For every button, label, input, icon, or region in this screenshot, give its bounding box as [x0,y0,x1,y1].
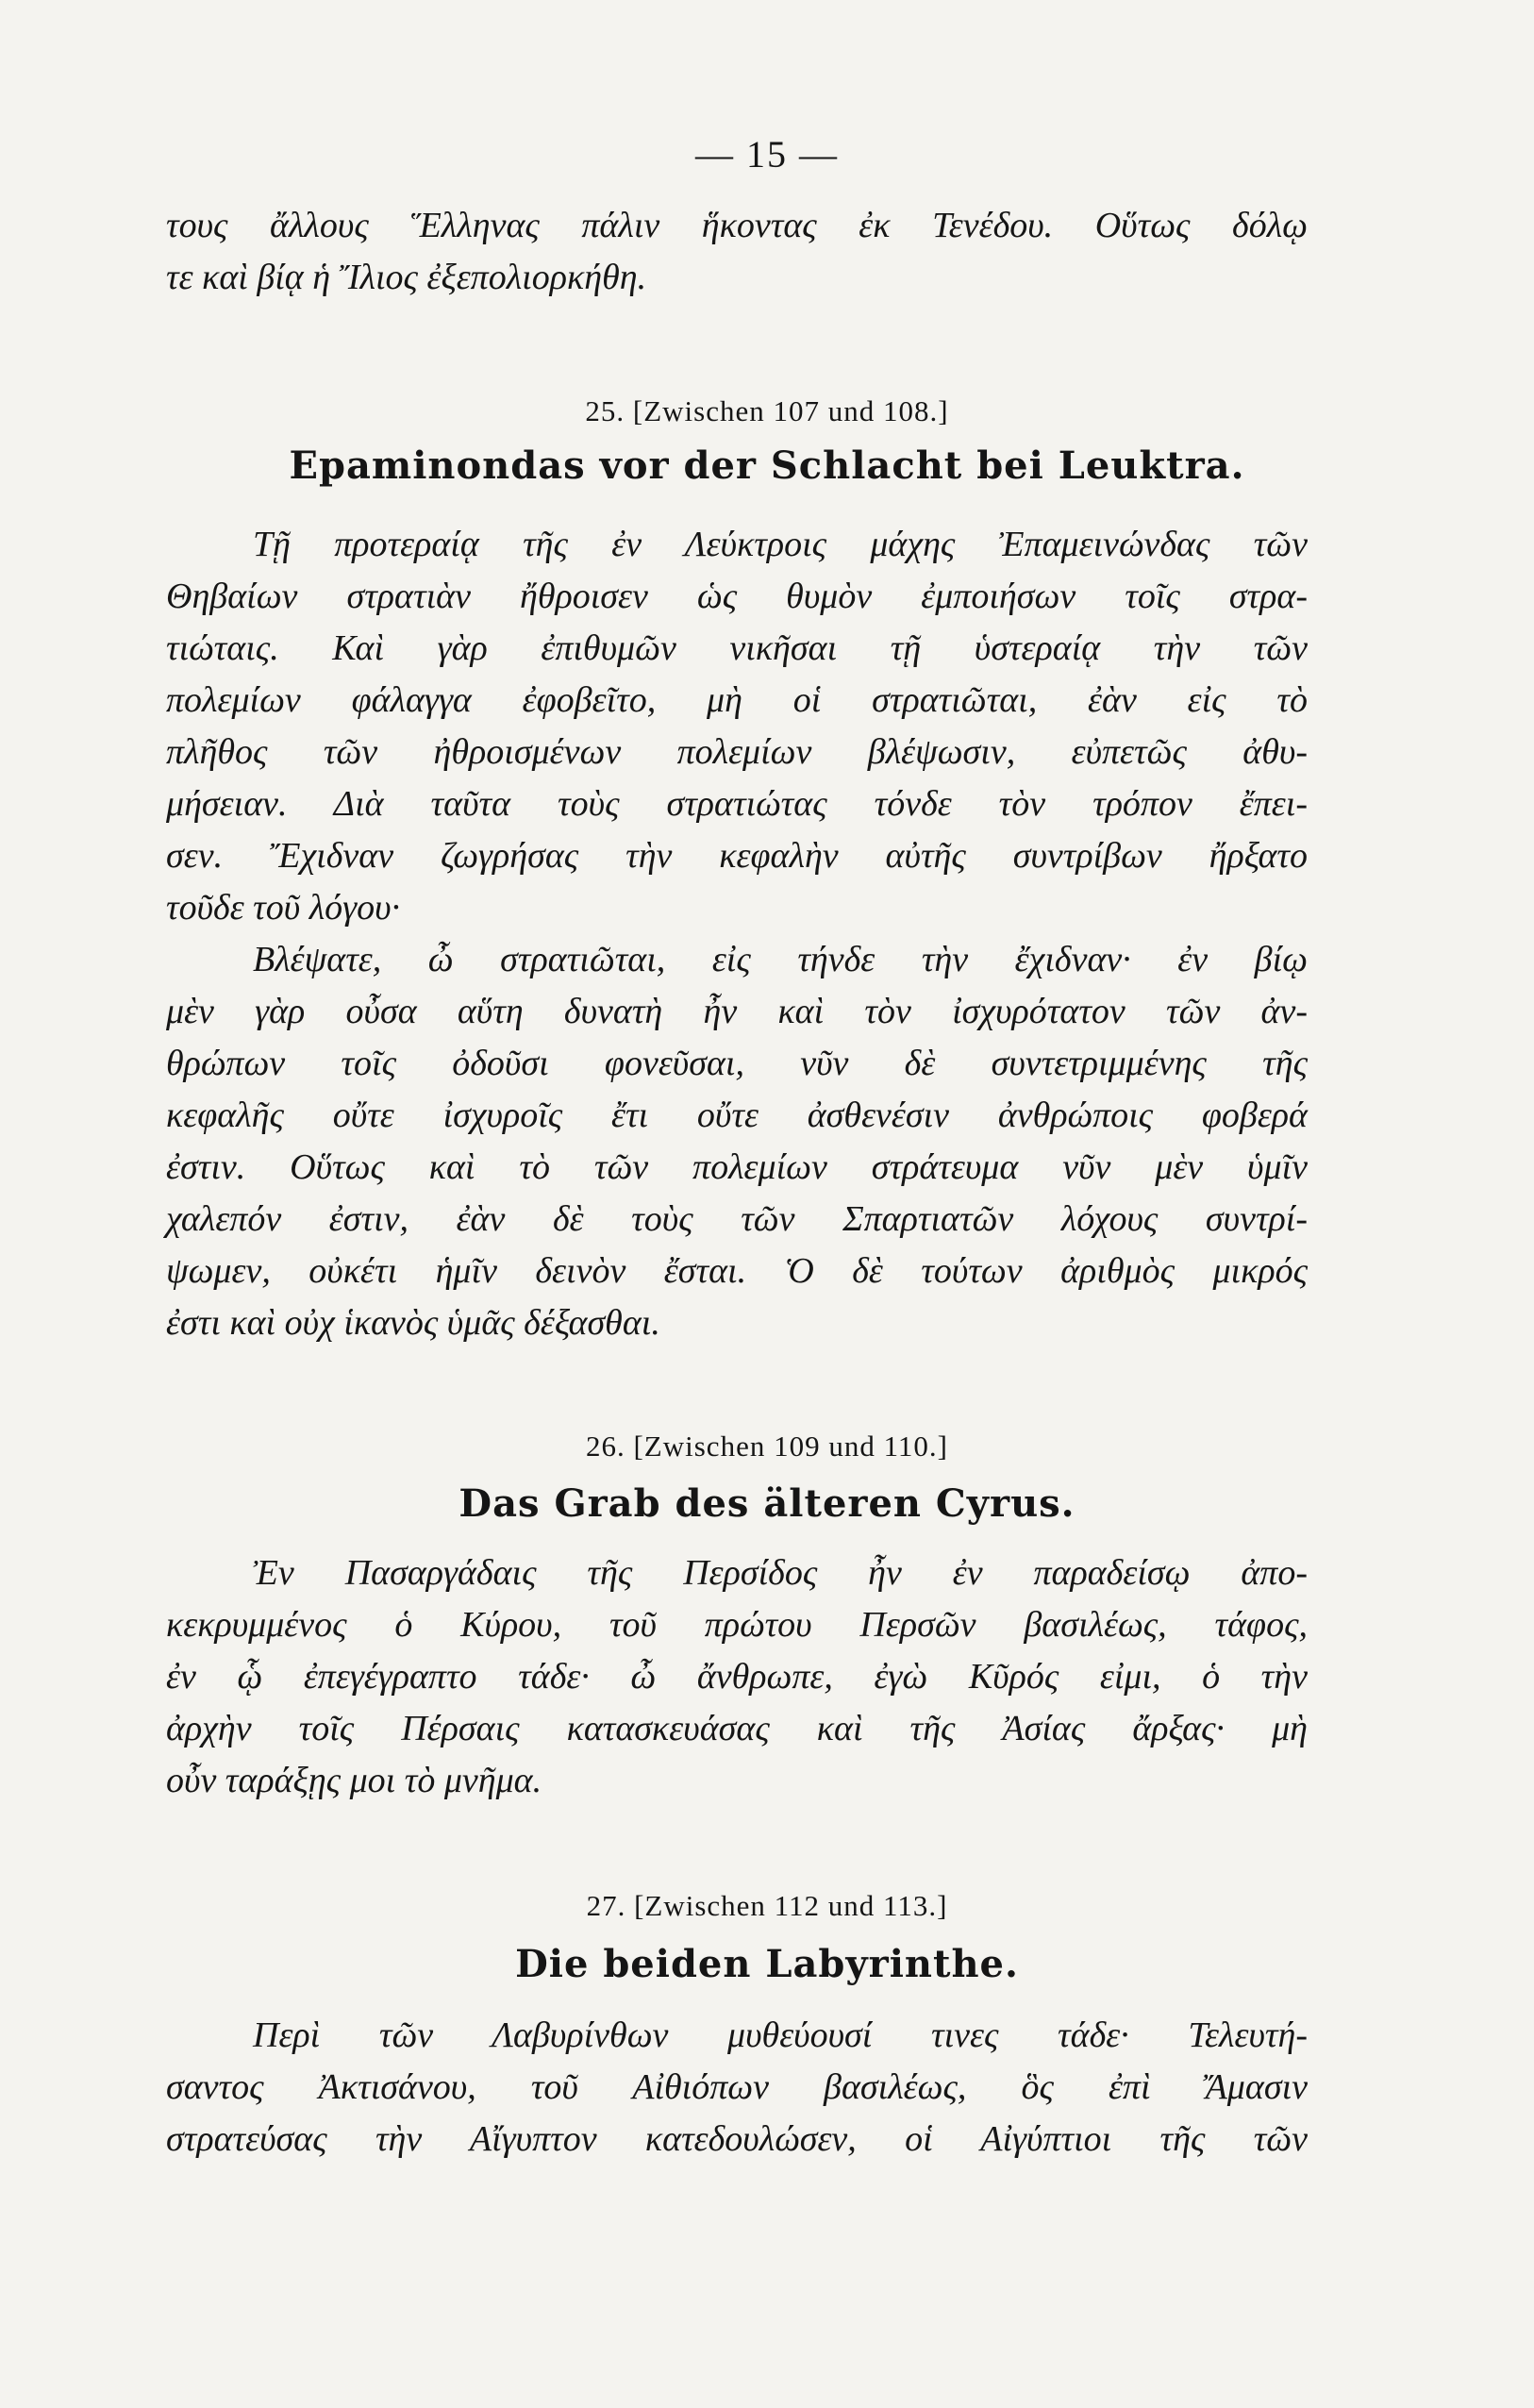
text-line: Βλέψατε, ὦ στρατιῶται, εἰς τήνδε τὴν ἔχιδναν· ἐν βίῳ [253,940,1308,979]
page-number: — 15 — [695,133,839,176]
section-26-reference: 26. [Zwischen 109 und 110.] [585,1430,948,1463]
text-line: ψωμεν, οὐκέτι ἡμῖν δεινὸν ἔσται. Ὁ δὲ τούτων ἀριθμὸς μικρός [166,1251,1308,1291]
section-27-paragraph-1 [166,2010,1308,2166]
text-line: ἐστιν. Οὕτως καὶ τὸ τῶν πολεμίων στράτευμα νῦν μὲν ὑμῖν [166,1147,1308,1187]
text-line: ἀρχὴν τοῖς Πέρσαις κατασκευάσας καὶ τῆς Ἀσίας ἄρξας· μὴ [166,1709,1308,1748]
text-line: Ἐν Πασαργάδαις τῆς Περσίδος ἦν ἐν παραδείσῳ ἀπο- [253,1553,1308,1593]
section-26-heading: Das Grab des älteren Cyrus. [459,1481,1075,1526]
section-26-text [166,1547,1308,1807]
text-line: χαλεπόν ἐστιν, ἐὰν δὲ τοὺς τῶν Σπαρτιατῶν λόχους συντρί- [166,1199,1308,1239]
text-line: πολεμίων φάλαγγα ἐφοβεῖτο, μὴ οἱ στρατιῶται, ἐὰν εἰς τὸ [166,680,1308,720]
section-25-paragraph-2 [166,934,1308,1349]
text-line: Θηβαίων στρατιὰν ἤθροισεν ὡς θυμὸν ἐμποιήσων τοῖς στρα- [166,577,1308,616]
intro-text [166,200,1308,304]
text-line: στρατεύσας τὴν Αἴγυπτον κατεδουλώσεν, οἱ Αἰγύπτιοι τῆς τῶν [166,2119,1308,2159]
text-line: Περὶ τῶν Λαβυρίνθων μυθεύουσί τινες τάδε· Τελευτή- [253,2015,1308,2055]
text-line: ἐστι καὶ οὐχ ἱκανὸς ὑμᾶς δέξασθαι. [166,1303,660,1343]
section-25-text [166,519,1308,1349]
text-line: πλῆθος τῶν ἠθροισμένων πολεμίων βλέψωσιν, εὐπετῶς ἀθυ- [166,732,1308,772]
text-line: κεφαλῆς οὔτε ἰσχυροῖς ἔτι οὔτε ἀσθενέσιν ἀνθρώποις φοβερά [166,1095,1308,1135]
intro-paragraph [166,200,1308,304]
text-line: σαντος Ἀκτισάνου, τοῦ Αἰθιόπων βασιλέως, ὃς ἐπὶ Ἄμασιν [166,2067,1308,2107]
section-25-paragraph-1 [166,519,1308,934]
section-27-heading: Die beiden Labyrinthe. [515,1942,1019,1986]
text-line: σεν. Ἔχιδναν ζωγρήσας τὴν κεφαλὴν αὐτῆς συντρίβων ἤρξατο [166,836,1308,876]
text-line: μήσειαν. Διὰ ταῦτα τοὺς στρατιώτας τόνδε τὸν τρόπον ἔπει- [166,784,1308,824]
text-line: μὲν γὰρ οὖσα αὕτη δυνατὴ ἦν καὶ τὸν ἰσχυρότατον τῶν ἀν- [166,992,1308,1031]
text-line: τιώταις. Καὶ γὰρ ἐπιθυμῶν νικῆσαι τῇ ὑστεραίᾳ τὴν τῶν [166,628,1308,668]
section-26-paragraph-1 [166,1547,1308,1807]
section-25-heading: Epaminondas vor der Schlacht bei Leuktra. [289,443,1245,488]
section-27-text [166,2010,1308,2166]
section-25-reference: 25. [Zwischen 107 und 108.] [585,394,949,427]
text-line: ἐν ᾧ ἐπεγέγραπτο τάδε· ὦ ἄνθρωπε, ἐγὼ Κῦρός εἰμι, ὁ τὴν [166,1657,1308,1697]
text-line: Τῇ προτεραίᾳ τῆς ἐν Λεύκτροις μάχης Ἐπαμεινώνδας τῶν [253,525,1308,564]
text-line: τους ἄλλους Ἕλληνας πάλιν ἥκοντας ἐκ Τενέδου. Οὕτως δόλῳ [166,206,1308,245]
text-line: θρώπων τοῖς ὀδοῦσι φονεῦσαι, νῦν δὲ συντετριμμένης τῆς [166,1044,1308,1083]
text-line: κεκρυμμένος ὁ Κύρου, τοῦ πρώτου Περσῶν βασιλέως, τάφος, [166,1605,1308,1645]
section-27-reference: 27. [Zwischen 112 und 113.] [586,1889,948,1922]
text-line: τοῦδε τοῦ λόγου· [166,888,401,928]
text-line: οὖν ταράξῃς μοι τὸ μνῆμα. [166,1761,542,1800]
text-line: τε καὶ βίᾳ ἡ Ἴλιος ἐξεπολιορκήθη. [166,258,647,297]
